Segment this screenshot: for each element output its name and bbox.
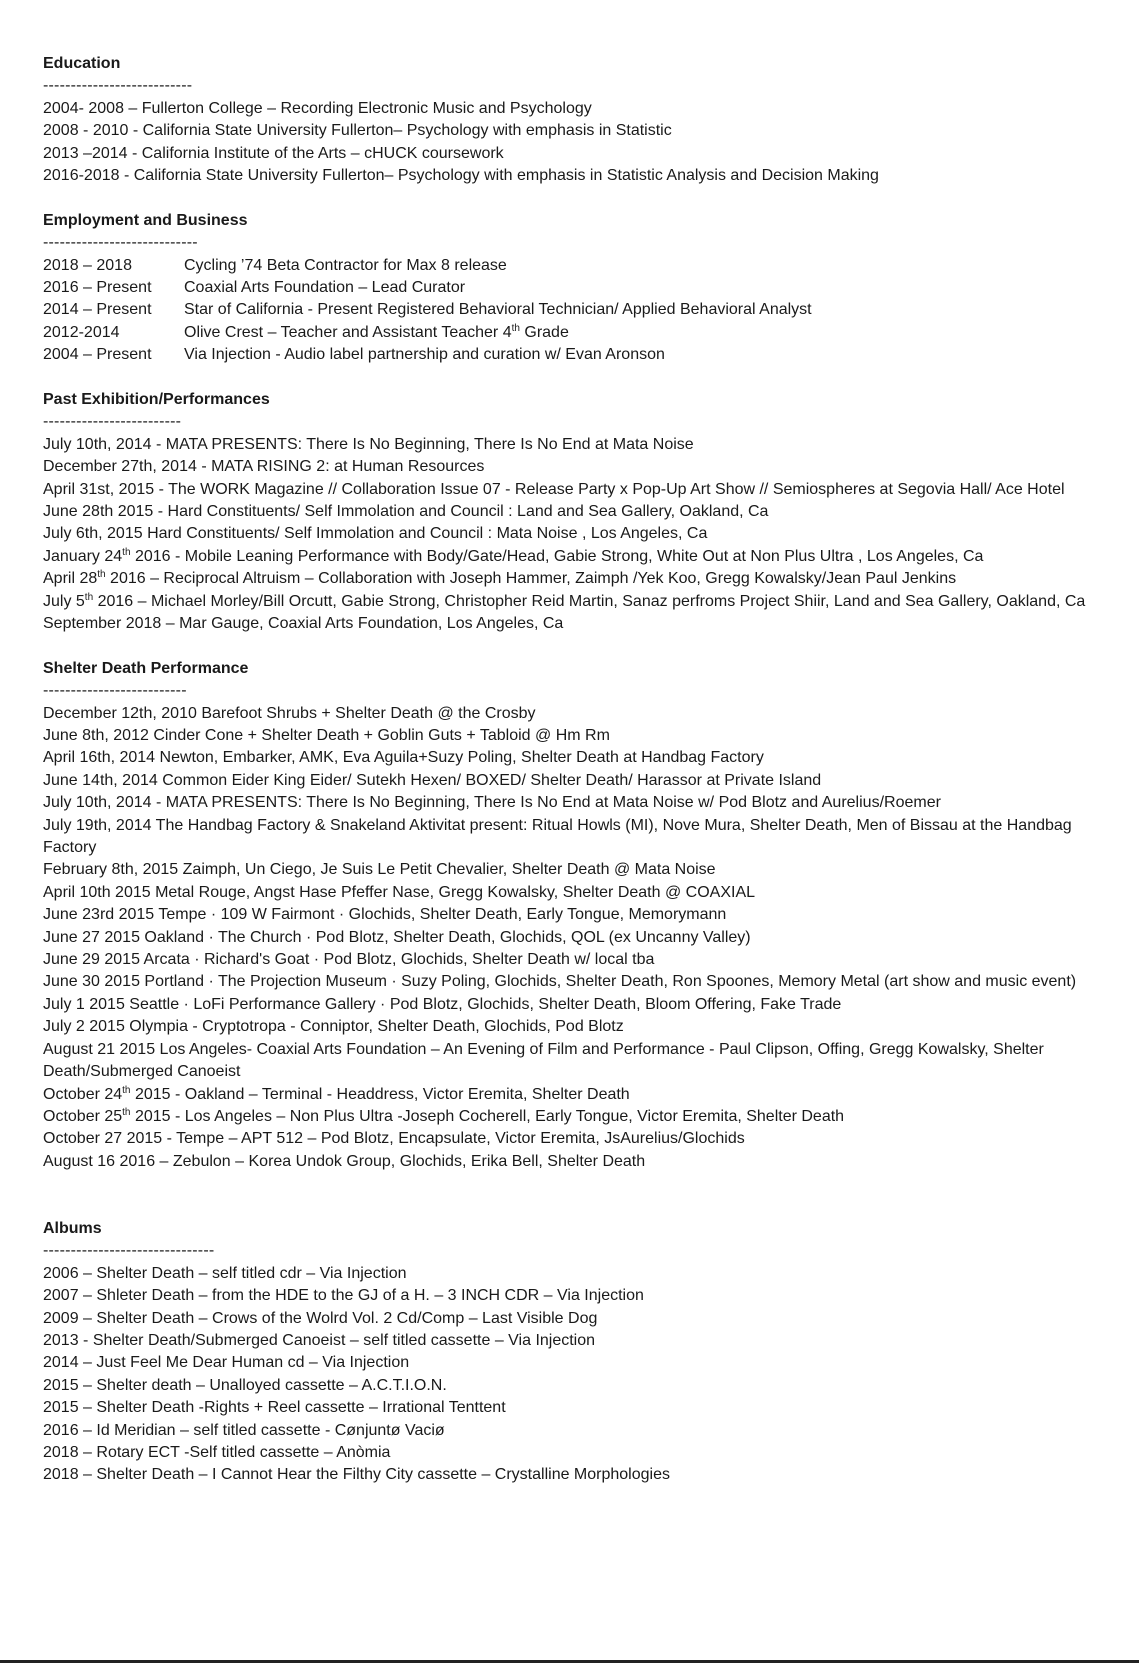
performance-entry-text: June 23rd 2015 Tempe · 109 W Fairmont · Glochids, Shelter Death, Early Tongue, Memorymann (43, 906, 727, 924)
employment-description: Olive Crest – Teacher and Assistant Teacher 4 (184, 323, 512, 341)
album-entry: 2014 – Just Feel Me Dear Human cd – Via Injection (43, 1354, 410, 1372)
section-divider: -------------------------- (43, 682, 187, 700)
shelter-death-section (43, 658, 1123, 1173)
section-divider: ------------------------------- (43, 1242, 215, 1260)
albums-heading: Albums (43, 1219, 102, 1237)
exhibition-entry-text: September 2018 – Mar Gauge, Coaxial Arts Foundation, Los Angeles, Ca (43, 615, 564, 633)
exhibition-entry-text: July 5 (43, 592, 85, 610)
exhibitions-section (43, 389, 1123, 635)
performance-entry (43, 949, 1123, 971)
exhibition-entry (43, 546, 1123, 568)
performance-entry (43, 994, 1123, 1016)
album-entry: 2016 – Id Meridian – self titled cassette - Cønjuntø Vaciø (43, 1421, 445, 1439)
spacer (43, 635, 1123, 657)
education-list (43, 98, 1123, 188)
exhibition-entry (43, 434, 1123, 456)
performance-entry (43, 747, 1123, 769)
education-heading: Education (43, 55, 121, 72)
performance-entry-text: August 16 2016 – Zebulon – Korea Undok Group, Glochids, Erika Bell, Shelter Death (43, 1152, 646, 1170)
performance-entry (43, 703, 1123, 725)
performance-entry (43, 1151, 1123, 1173)
performance-entry (43, 927, 1123, 949)
employment-dates: 2012-2014 (43, 323, 120, 341)
albums-list (43, 1263, 1123, 1487)
ordinal-suffix: th (84, 591, 94, 603)
album-entry: 2018 – Rotary ECT -Self titled cassette – Anòmia (43, 1443, 391, 1461)
albums-section (43, 1218, 1123, 1487)
performance-entry-text: June 29 2015 Arcata · Richard's Goat · Pod Blotz, Glochids, Shelter Death w/ local tba (43, 951, 655, 969)
performance-entry (43, 882, 1123, 904)
employment-dates: 2014 – Present (43, 301, 152, 319)
exhibition-entry-text: June 28th 2015 - Hard Constituents/ Self Immolation and Council : Land and Sea Gallery, Oakland, Ca (43, 503, 769, 520)
resume-content (43, 53, 1123, 1487)
performance-entry-text-end: 2015 - Oakland – Terminal - Headdress, Victor Eremita, Shelter Death (130, 1085, 630, 1103)
section-divider: ---------------------------- (43, 234, 198, 252)
exhibition-entry (43, 523, 1123, 545)
performance-entry-text: July 10th, 2014 - MATA PRESENTS: There Is No Beginning, There Is No End at Mata Noise w/ Pod Blotz and Aurelius/Roemer (43, 794, 941, 812)
education-entry: 2013 –2014 - California Institute of the Arts – cHUCK coursework (43, 144, 504, 162)
exhibition-entry-text: April 28 (43, 570, 98, 588)
ordinal-suffix: th (122, 1084, 131, 1096)
employment-description: Coaxial Arts Foundation – Lead Curator (184, 278, 466, 296)
exhibition-entry-text: January 24 (43, 547, 123, 565)
performance-entry-text: October 24 (43, 1085, 123, 1103)
ordinal-suffix: th (97, 569, 106, 581)
exhibitions-list (43, 434, 1123, 636)
exhibition-entry-text-end: 2016 – Reciprocal Altruism – Collaboration with Joseph Hammer, Zaimph /Yek Koo, Gregg Kowalsky/Jean Paul Jenkins (105, 570, 957, 588)
album-entry: 2018 – Shelter Death – I Cannot Hear the Filthy City cassette – Crystalline Morphologies (43, 1466, 670, 1484)
exhibition-entry (43, 501, 1123, 523)
shelter-death-list (43, 703, 1123, 1174)
education-entry: 2004- 2008 – Fullerton College – Recording Electronic Music and Psychology (43, 99, 592, 117)
performance-entry (43, 859, 1123, 881)
exhibition-entry (43, 591, 1123, 613)
employment-heading: Employment and Business (43, 211, 248, 229)
ordinal-suffix: th (122, 1106, 131, 1118)
performance-entry-text: June 14th, 2014 Common Eider King Eider/ Sutekh Hexen/ BOXED/ Shelter Death/ Harassor at Private Island (43, 771, 822, 789)
performance-entry (43, 1128, 1123, 1150)
employment-list (43, 255, 1123, 367)
exhibition-entry-text-end: 2016 - Mobile Leaning Performance with Body/Gate/Head, Gabie Strong, White Out at Non Plus Ultra , Los Angeles, Ca (130, 547, 984, 565)
performance-entry-text: February 8th, 2015 Zaimph, Un Ciego, Je Suis Le Petit Chevalier, Shelter Death @ Mata Noise (43, 861, 716, 879)
exhibitions-heading: Past Exhibition/Performances (43, 391, 270, 408)
employment-entry (43, 255, 1123, 277)
performance-entry-text: December 12th, 2010 Barefoot Shrubs + Shelter Death @ the Crosby (43, 704, 536, 722)
performance-entry (43, 904, 1123, 926)
performance-entry-text: August 21 2015 Los Angeles- Coaxial Arts Foundation – An Evening of Film and Performance - Paul Clipson, Offing, Gregg Kowalsky, Shelter Death/Submerged Canoeist (43, 1040, 1044, 1081)
spacer (43, 367, 1123, 389)
shelter-death-heading: Shelter Death Performance (43, 659, 249, 677)
education-section (43, 53, 1123, 187)
employment-dates: 2004 – Present (43, 346, 152, 364)
performance-entry-text: July 19th, 2014 The Handbag Factory & Snakeland Aktivitat present: Ritual Howls (MI), Nove Mura, Shelter Death, Men of Bissau at the Handbag Factory (43, 816, 1072, 857)
employment-description: Via Injection - Audio label partnership and curation w/ Evan Aronson (184, 346, 665, 364)
album-entry: 2015 – Shelter Death -Rights + Reel cassette – Irrational Tenttent (43, 1399, 506, 1417)
exhibition-entry (43, 479, 1123, 501)
performance-entry (43, 725, 1123, 747)
employment-description: Star of California - Present Registered Behavioral Technician/ Applied Behavioral Analyst (184, 301, 812, 319)
performance-entry (43, 1084, 1123, 1106)
spacer (43, 187, 1123, 209)
ordinal-suffix: th (511, 322, 520, 334)
employment-entry (43, 344, 1123, 366)
employment-entry (43, 299, 1123, 321)
spacer (43, 1173, 1123, 1218)
exhibition-entry-text: July 6th, 2015 Hard Constituents/ Self Immolation and Council : Mata Noise , Los Angeles, Ca (43, 525, 708, 543)
section-divider: --------------------------- (43, 77, 193, 95)
exhibition-entry (43, 456, 1123, 478)
performance-entry (43, 1106, 1123, 1128)
album-entry: 2015 – Shelter death – Unalloyed cassette – A.C.T.I.O.N. (43, 1376, 447, 1394)
exhibition-entry (43, 613, 1123, 635)
employment-dates: 2016 – Present (43, 278, 152, 296)
performance-entry-text: July 1 2015 Seattle · LoFi Performance Gallery · Pod Blotz, Glochids, Shelter Death, Bloom Offering, Fake Trade (43, 995, 842, 1013)
employment-description: Cycling ’74 Beta Contractor for Max 8 release (184, 256, 507, 274)
performance-entry (43, 770, 1123, 792)
employment-dates: 2018 – 2018 (43, 256, 132, 274)
performance-entry-text: October 27 2015 - Tempe – APT 512 – Pod Blotz, Encapsulate, Victor Eremita, JsAurelius/Glochids (43, 1130, 745, 1148)
exhibition-entry-text: July 10th, 2014 - MATA PRESENTS: There Is No Beginning, There Is No End at Mata Noise (43, 435, 694, 453)
performance-entry-text: June 27 2015 Oakland · The Church · Pod Blotz, Shelter Death, Glochids, QOL (ex Uncanny Valley) (43, 928, 751, 946)
performance-entry-text: June 8th, 2012 Cinder Cone + Shelter Death + Goblin Guts + Tabloid @ Hm Rm (43, 727, 610, 745)
exhibition-entry-text: April 31st, 2015 - The WORK Magazine // Collaboration Issue 07 - Release Party x Pop-Up Art Show // Semiospheres at Segovia Hall/ Ace Hotel (43, 480, 1065, 498)
performance-entry (43, 971, 1123, 993)
exhibition-entry-text-end: 2016 – Michael Morley/Bill Orcutt, Gabie Strong, Christopher Reid Martin, Sanaz perfroms Project Shiir, Land and Sea Gallery, Oakland, Ca (93, 592, 1086, 610)
performance-entry (43, 815, 1123, 860)
employment-entry (43, 277, 1123, 299)
performance-entry (43, 792, 1123, 814)
album-entry: 2007 – Shleter Death – from the HDE to the GJ of a H. – 3 INCH CDR – Via Injection (43, 1287, 644, 1305)
education-entry: 2016-2018 - California State University Fullerton– Psychology with emphasis in Statistic Analysis and Decision Making (43, 167, 879, 184)
section-divider: ------------------------- (43, 413, 182, 431)
employment-entry (43, 322, 1123, 344)
employment-description-end: Grade (519, 323, 569, 341)
performance-entry (43, 1016, 1123, 1038)
performance-entry-text: April 10th 2015 Metal Rouge, Angst Hase Pfeffer Nase, Gregg Kowalsky, Shelter Death @ COAXIAL (43, 883, 756, 901)
album-entry: 2013 - Shelter Death/Submerged Canoeist – self titled cassette – Via Injection (43, 1331, 596, 1349)
education-entry: 2008 - 2010 - California State University Fullerton– Psychology with emphasis in Statistic (43, 122, 672, 140)
exhibition-entry-text: December 27th, 2014 - MATA RISING 2: at Human Resources (43, 458, 485, 476)
album-entry: 2006 – Shelter Death – self titled cdr – Via Injection (43, 1264, 407, 1282)
performance-entry-text-end: 2015 - Los Angeles – Non Plus Ultra -Joseph Cocherell, Early Tongue, Victor Eremita, Shelter Death (130, 1107, 845, 1125)
performance-entry-text: October 25 (43, 1107, 123, 1125)
performance-entry (43, 1039, 1123, 1084)
performance-entry-text: June 30 2015 Portland · The Projection Museum · Suzy Poling, Glochids, Shelter Death, Ron Spoones, Memory Metal (art show and music event) (43, 973, 1077, 991)
exhibition-entry (43, 568, 1123, 590)
performance-entry-text: April 16th, 2014 Newton, Embarker, AMK, Eva Aguila+Suzy Poling, Shelter Death at Handbag Factory (43, 749, 764, 767)
ordinal-suffix: th (122, 546, 131, 558)
album-entry: 2009 – Shelter Death – Crows of the Wolrd Vol. 2 Cd/Comp – Last Visible Dog (43, 1309, 598, 1327)
performance-entry-text: July 2 2015 Olympia - Cryptotropa - Conniptor, Shelter Death, Glochids, Pod Blotz (43, 1018, 624, 1036)
employment-section (43, 210, 1123, 367)
